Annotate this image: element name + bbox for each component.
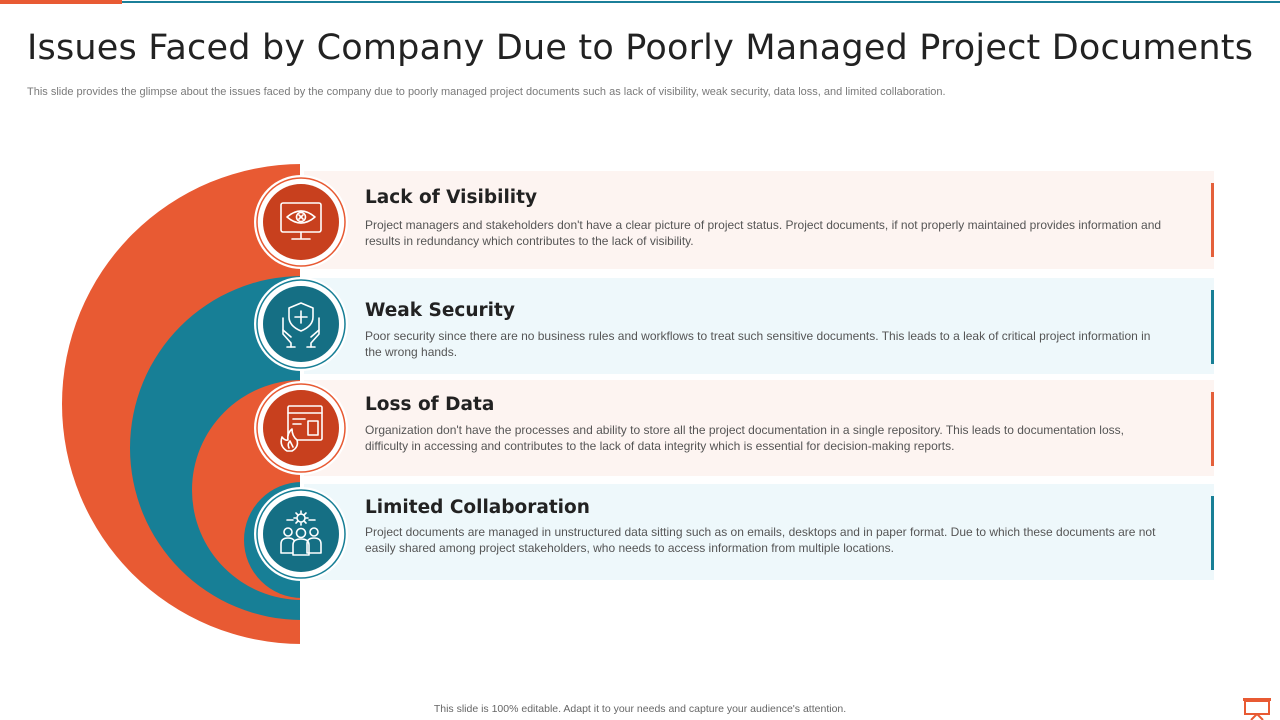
footer-note: This slide is 100% editable. Adapt it to your needs and capture your audience's attention. — [433, 703, 847, 715]
issue-description: Project managers and stakeholders don't have a clear picture of project status. Project documents, if not properly maintained provides information and results in redundancy which contributes to the lack of visibility. — [365, 218, 1162, 248]
badge-limited-collaboration — [254, 487, 348, 581]
issue-title: Limited Collaboration — [365, 497, 590, 518]
badge-loss-of-data — [254, 381, 348, 475]
page-subtitle: This slide provides the glimpse about the issues faced by the company due to poorly managed project documents such as lack of visibility, weak security, data loss, and limited collaboration. — [27, 86, 946, 98]
issue-description: Poor security since there are no business rules and workflows to treat such sensitive documents. This leads to a leak of critical project information in the wrong hands. — [365, 329, 1151, 359]
page-title: Issues Faced by Company Due to Poorly Managed Project Documents — [27, 28, 1254, 68]
issue-title: Loss of Data — [365, 394, 495, 415]
presentation-board-icon — [1242, 697, 1272, 720]
issue-title: Lack of Visibility — [365, 187, 538, 208]
issue-description: Organization don't have the processes and ability to store all the project documentation in a single repository. This leads to documentation loss, difficulty in accessing and contributes to the lack of data integrity which is essential for decision-making reports. — [365, 423, 1124, 453]
issue-description: Project documents are managed in unstructured data sitting such as on emails, desktops and in paper format. Due to which these documents are not easily shared among project stakeholders, who needs to access information from multiple locations. — [365, 525, 1156, 555]
badge-weak-security — [254, 277, 348, 371]
badge-lack-of-visibility — [254, 175, 348, 269]
issue-title: Weak Security — [365, 300, 515, 321]
